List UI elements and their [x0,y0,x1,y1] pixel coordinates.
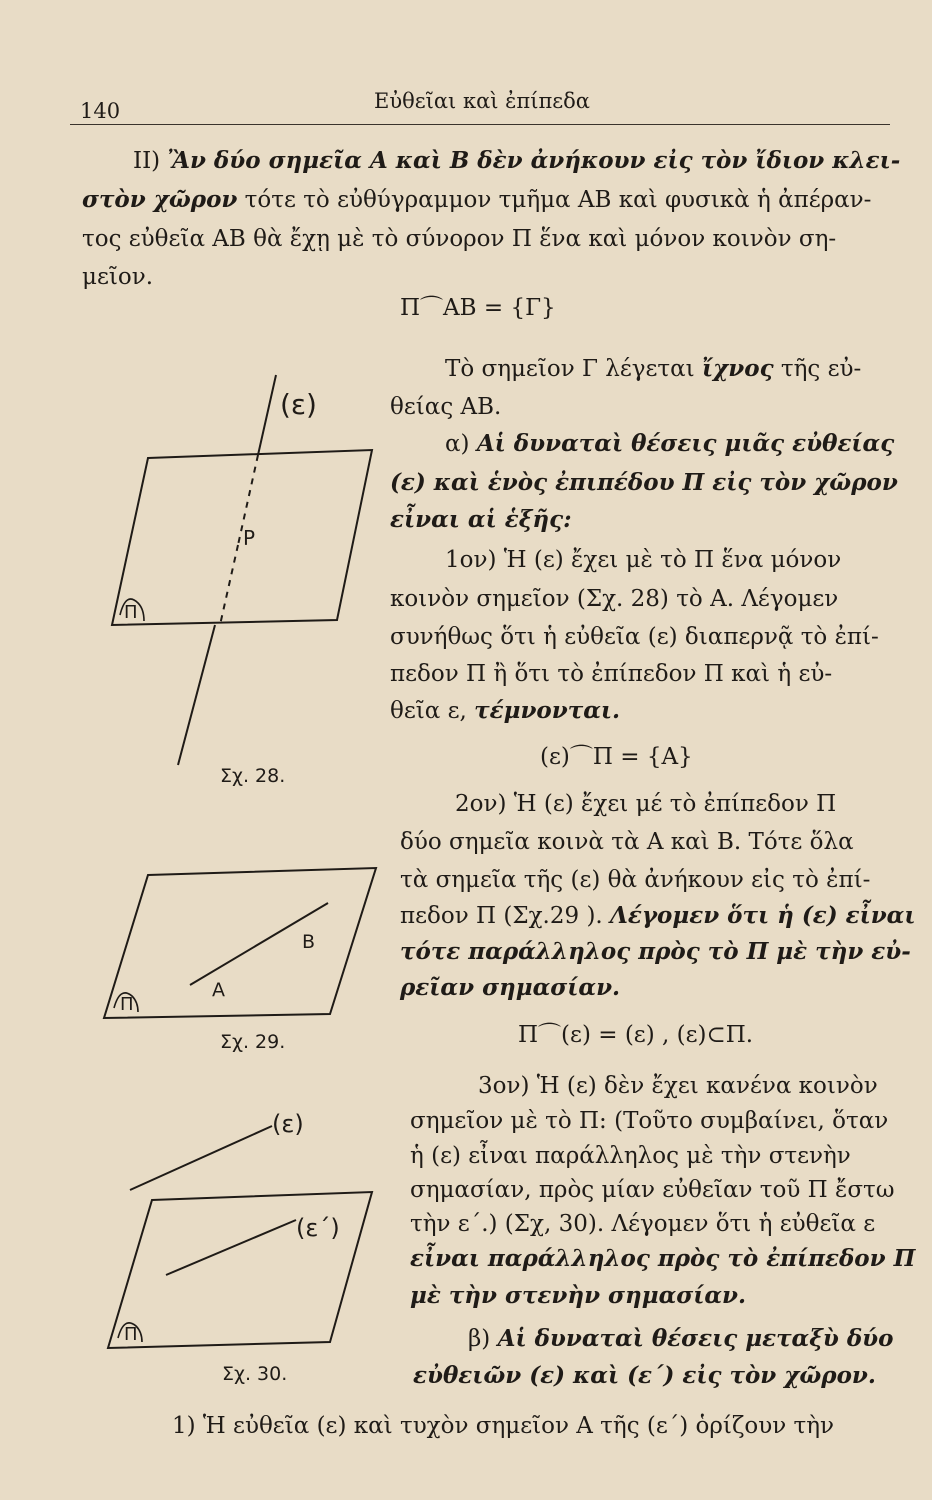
fig29-plane-label: Π [120,994,134,1015]
fig29-plane [104,868,376,1018]
fig28-line-hidden-2 [220,545,238,625]
trace-line-2: θείας ΑΒ. [390,394,502,420]
case1-line-2: κοινὸν σημεῖον (Σχ. 28) τὸ Α. Λέγομεν [390,586,839,612]
figure-29 [104,868,376,1018]
page-number: 140 [80,99,121,123]
fig30-line-label: (ε) [272,1110,304,1138]
alpha-line-2: (ε) καὶ ἑνὸς ἐπιπέδου Π εἰς τὸν χῶρον [390,469,898,496]
case2-line-4: πεδον Π (Σχ.29 ). Λέγομεν ὅτι ἡ (ε) εἶναι [400,902,916,929]
beta-line-2: εὐθειῶν (ε) καὶ (ε΄) εἰς τὸν χῶρον. [413,1362,876,1389]
case1-line-1: 1ον) Ἡ (ε) ἔχει μὲ τὸ Π ἕνα μόνον [445,547,842,573]
fig30-inner-line [166,1220,296,1275]
formula-trace: Π⌒ΑΒ = {Γ} [400,295,556,321]
fig29-point-a: Α [212,979,225,1001]
formula-subset: Π⌒(ε) = (ε) , (ε)⊂Π. [518,1022,754,1048]
fig30-plane-label: Π [124,1324,138,1345]
fig30-caption: Σχ. 30. [222,1363,288,1385]
case3-line-2: σημεῖον μὲ τὸ Π: (Τοῦτο συμβαίνει, ὅταν [410,1108,889,1134]
case2-line-3: τὰ σημεῖα τῆς (ε) θὰ ἀνήκουν εἰς τὸ ἐπί- [400,867,871,893]
fig30-inner-label: (ε΄) [296,1214,340,1242]
case3-line-1: 3ον) Ἡ (ε) δὲν ἔχει κανένα κοινὸν [478,1073,878,1099]
para-ii-line-1: ΙΙ) Ἂν δύο σημεῖα Α καὶ Β δὲν ἀνήκουν εἰς τὸν ἴδιον κλει- [133,147,901,174]
case1-line-3: συνήθως ὅτι ἡ εὐθεῖα (ε) διαπερνᾷ τὸ ἐπί- [390,624,879,650]
case3-line-3: ἡ (ε) εἶναι παράλληλος μὲ τὴν στενὴν [410,1143,851,1169]
fig29-caption: Σχ. 29. [220,1031,286,1053]
para-ii-line-3: τος εὐθεῖα ΑΒ θὰ ἔχῃ μὲ τὸ σύνορον Π ἕνα καὶ μόνον κοινὸν ση- [82,226,837,252]
last-line: 1) Ἡ εὐθεῖα (ε) καὶ τυχὸν σημεῖον Α τῆς (ε΄) ὁρίζουν τὴν [172,1413,835,1439]
fig28-caption: Σχ. 28. [220,765,286,787]
fig30-outer-line [130,1126,272,1190]
fig28-line-label: (ε) [280,388,317,421]
para-ii-line-2: στὸν χῶρον τότε τὸ εὐθύγραμμον τμῆμα ΑΒ καὶ φυσικὰ ἡ ἀπέραν- [82,186,872,213]
beta-line-1: β) Αἱ δυναταὶ θέσεις μεταξὺ δύο [468,1325,894,1352]
case2-line-6: ρεῖαν σημασίαν. [400,974,621,1001]
fig28-line-upper [258,375,276,455]
fig28-plane-label: Π [124,602,138,623]
case3-line-7: μὲ τὴν στενὴν σημασίαν. [410,1282,747,1309]
alpha-line-1: α) Αἱ δυναταὶ θέσεις μιᾶς εὐθείας [445,430,895,457]
case3-line-5: τὴν ε΄.) (Σχ, 30). Λέγομεν ὅτι ἡ εὐθεῖα ε [410,1211,876,1237]
case2-line-2: δύο σημεῖα κοινὰ τὰ Α καὶ Β. Τότε ὅλα [400,829,854,855]
trace-line-1: Τὸ σημεῖον Γ λέγεται ἴχνος τῆς εὐ- [445,355,862,382]
figure-28 [112,375,372,765]
alpha-line-3: εἶναι αἱ ἑξῆς: [390,506,572,533]
formula-intersection: (ε)⌒Π = {Α} [540,744,693,770]
running-title: Εὐθεῖαι καὶ ἐπίπεδα [374,89,590,113]
case1-line-5: θεῖα ε, τέμνονται. [390,697,621,724]
case3-line-6: εἶναι παράλληλος πρὸς τὸ ἐπίπεδον Π [410,1245,916,1272]
case3-line-4: σημασίαν, πρὸς μίαν εὐθεῖαν τοῦ Π ἔστω [410,1177,895,1203]
case1-line-4: πεδον Π ἢ ὅτι τὸ ἐπίπεδον Π καὶ ἡ εὐ- [390,661,833,687]
fig28-line-lower [178,625,215,765]
fig28-plane [112,450,372,625]
case2-line-5: τότε παράλληλος πρὸς τὸ Π μὲ τὴν εὐ- [400,938,911,965]
case2-line-1: 2ον) Ἡ (ε) ἔχει μέ τὸ ἐπίπεδον Π [455,791,837,817]
fig28-point-label: Ρ [243,526,256,550]
fig29-point-b: Β [302,931,316,953]
para-ii-line-4: μεῖον. [82,264,154,290]
